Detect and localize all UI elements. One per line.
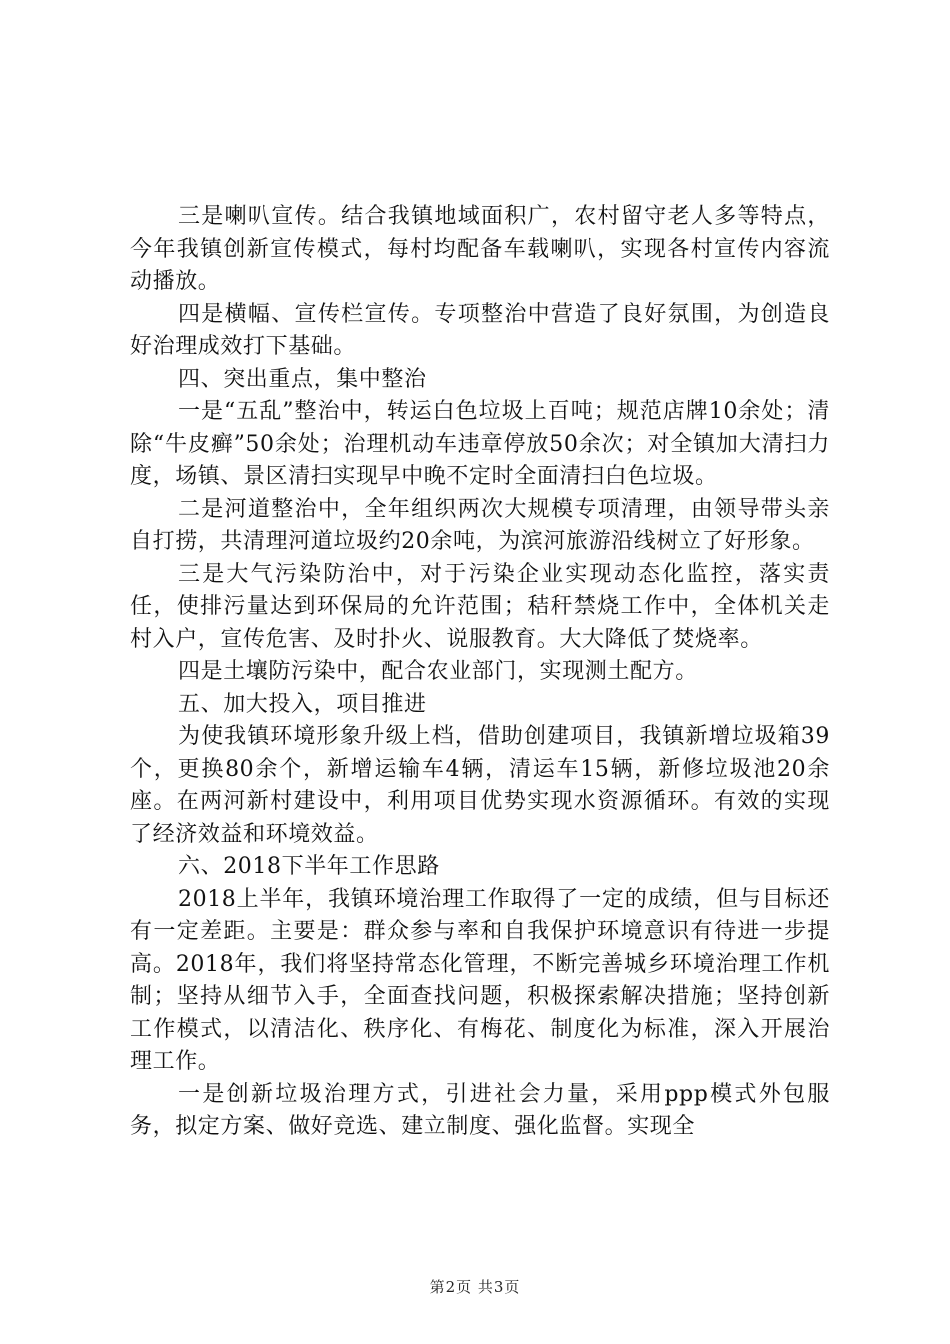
paragraph-garbage-innovation: 一是创新垃圾治理方式，引进社会力量，采用ppp模式外包服务，拟定方案、做好竞选、建立制度、强化监督。实现全 — [130, 1081, 830, 1139]
paragraph-air-pollution: 三是大气污染防治中，对于污染企业实现动态化监控，落实责任，使排污量达到环保局的允许范围；秸秆禁烧工作中，全体机关走村入户，宣传危害、及时扑火、说服教育。大大降低了焚烧率。 — [130, 561, 830, 652]
section-heading-key-rectification: 四、突出重点，集中整治 — [178, 366, 427, 392]
paragraph-five-disorders: 一是“五乱”整治中，转运白色垃圾上百吨；规范店牌10余处；清除“牛皮癣”50余处；治理机动车违章停放50余次；对全镇加大清扫力度，场镇、景区清扫实现早中晚不定时全面清扫白色垃圾。 — [130, 399, 830, 489]
page-footer: 第2页 共3页 — [429, 1278, 521, 1296]
paragraph-investment-projects: 为使我镇环境形象升级上档，借助创建项目，我镇新增垃圾箱39个，更换80余个，新增运输车4辆，清运车15辆，新修垃圾池20余座。在两河新村建设中，利用项目优势实现水资源循环。有效的实现了经济效益和环境效益。 — [130, 724, 830, 847]
section-heading-second-half-plan: 六、2018下半年工作思路 — [178, 854, 440, 879]
paragraph-river-rectification: 二是河道整治中，全年组织两次大规模专项清理，由领导带头亲自打捞，共清理河道垃圾约20余吨，为滨河旅游沿线树立了好形象。 — [130, 496, 830, 554]
paragraph-first-half-summary: 2018上半年，我镇环境治理工作取得了一定的成绩，但与目标还有一定差距。主要是：群众参与率和自我保护环境意识有待进一步提高。2018年，我们将坚持常态化管理，不断完善城乡环境治理工作机制；坚持从细节入手，全面查找问题，积极探索解决措施；坚持创新工作模式，以清洁化、秩序化、有梅花、制度化为标准，深入开展治理工作。 — [130, 886, 830, 1074]
section-heading-investment: 五、加大投入，项目推进 — [178, 691, 427, 717]
paragraph-loudspeaker-publicity: 三是喇叭宣传。结合我镇地域面积广，农村留守老人多等特点，今年我镇创新宣传模式，每村均配备车载喇叭，实现各村宣传内容流动播放。 — [130, 204, 830, 294]
document-body — [130, 201, 830, 1144]
paragraph-soil-pollution: 四是土壤防污染中，配合农业部门，实现测土配方。 — [178, 659, 698, 684]
paragraph-banner-publicity: 四是横幅、宣传栏宣传。专项整治中营造了良好氛围，为创造良好治理成效打下基础。 — [130, 301, 830, 359]
